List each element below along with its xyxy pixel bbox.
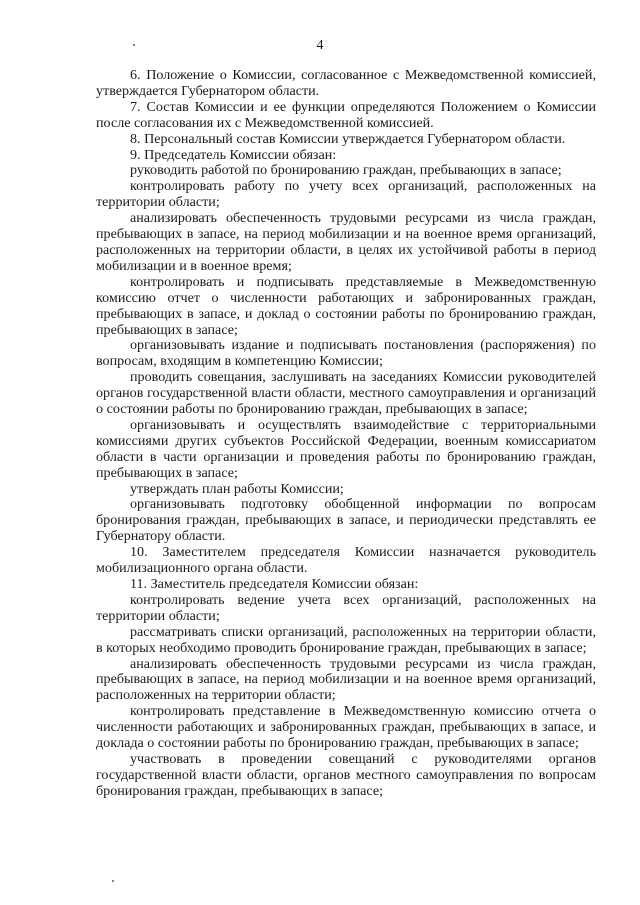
- duty-item: проводить совещания, заслушивать на заседаниях Комиссии руководителей органов государственной власти области, местного самоуправления и организаций о состоянии работы по бронированию граждан, пребывающих в запасе;: [96, 369, 596, 418]
- scan-speck: [112, 880, 114, 882]
- duty-item: руководить работой по бронированию граждан, пребывающих в запасе;: [130, 162, 562, 179]
- scan-speck: [133, 44, 135, 46]
- paragraph-8-personnel-approval: 8. Персональный состав Комиссии утверждается Губернатором области.: [130, 130, 566, 147]
- paragraph-9-chairman-duties: 9. Председатель Комиссии обязан:: [130, 146, 337, 163]
- document-body: [96, 68, 596, 800]
- paragraph-10-deputy-appointment: 10. Заместителем председателя Комиссии назначается руководитель мобилизационного органа области.: [96, 544, 596, 577]
- duty-item: участвовать в проведении совещаний с руководителями органов государственной власти области, органов местного самоуправления по вопросам бронирования граждан, пребывающих в запасе;: [96, 750, 596, 799]
- duty-item: рассматривать списки организаций, расположенных на территории области, в которых необходимо проводить бронирование граждан, пребывающих в запасе;: [96, 623, 596, 656]
- duty-item: анализировать обеспеченность трудовыми ресурсами из числа граждан, пребывающих в запасе, на период мобилизации и на военное время организаций, расположенных на территории области, в целях их устойчивой работы в период мобилизации и в военное время;: [96, 210, 596, 274]
- duty-item: организовывать издание и подписывать постановления (распоряжения) по вопросам, входящим в компетенцию Комиссии;: [96, 337, 596, 370]
- duty-item: контролировать работу по учету всех организаций, расположенных на территории области;: [96, 178, 596, 211]
- duty-item: организовывать подготовку обобщенной информации по вопросам бронирования граждан, пребывающих в запасе, и периодически представлять ее Губернатору области.: [96, 496, 596, 545]
- duty-item: контролировать и подписывать представляемые в Межведомственную комиссию отчет о численности работающих и забронированных граждан, пребывающих в запасе, и доклад о состоянии работы по бронированию граждан, пребывающих в запасе;: [96, 273, 596, 338]
- page-number: 4: [316, 38, 324, 53]
- paragraph-7-commission-composition: 7. Состав Комиссии и ее функции определяются Положением о Комиссии после согласования их с Межведомственной комиссией.: [96, 98, 596, 131]
- paragraph-11-deputy-duties: 11. Заместитель председателя Комиссии обязан:: [130, 576, 419, 592]
- duty-item: контролировать представление в Межведомственную комиссию отчета о численности работающих и забронированных граждан, пребывающих в запасе, и доклада о состоянии работы по бронированию граждан, пребывающих в запасе;: [96, 703, 596, 752]
- paragraph-6-regulation-approval: 6. Положение о Комиссии, согласованное с Межведомственной комиссией, утверждается Губернатором области.: [96, 67, 596, 99]
- duty-item: организовывать и осуществлять взаимодействие с территориальными комиссиями других субъектов Российской Федерации, военным комиссариатом области в части организации и проведения работы по бронированию граждан, пребывающих в запасе;: [96, 416, 596, 481]
- duty-item: утверждать план работы Комиссии;: [130, 480, 344, 497]
- duty-item: контролировать ведение учета всех организаций, расположенных на территории области;: [96, 591, 596, 624]
- duty-item: анализировать обеспеченность трудовыми ресурсами из числа граждан, пребывающих в запасе, на период мобилизации и на военное время организаций, расположенных на территории области;: [96, 655, 596, 704]
